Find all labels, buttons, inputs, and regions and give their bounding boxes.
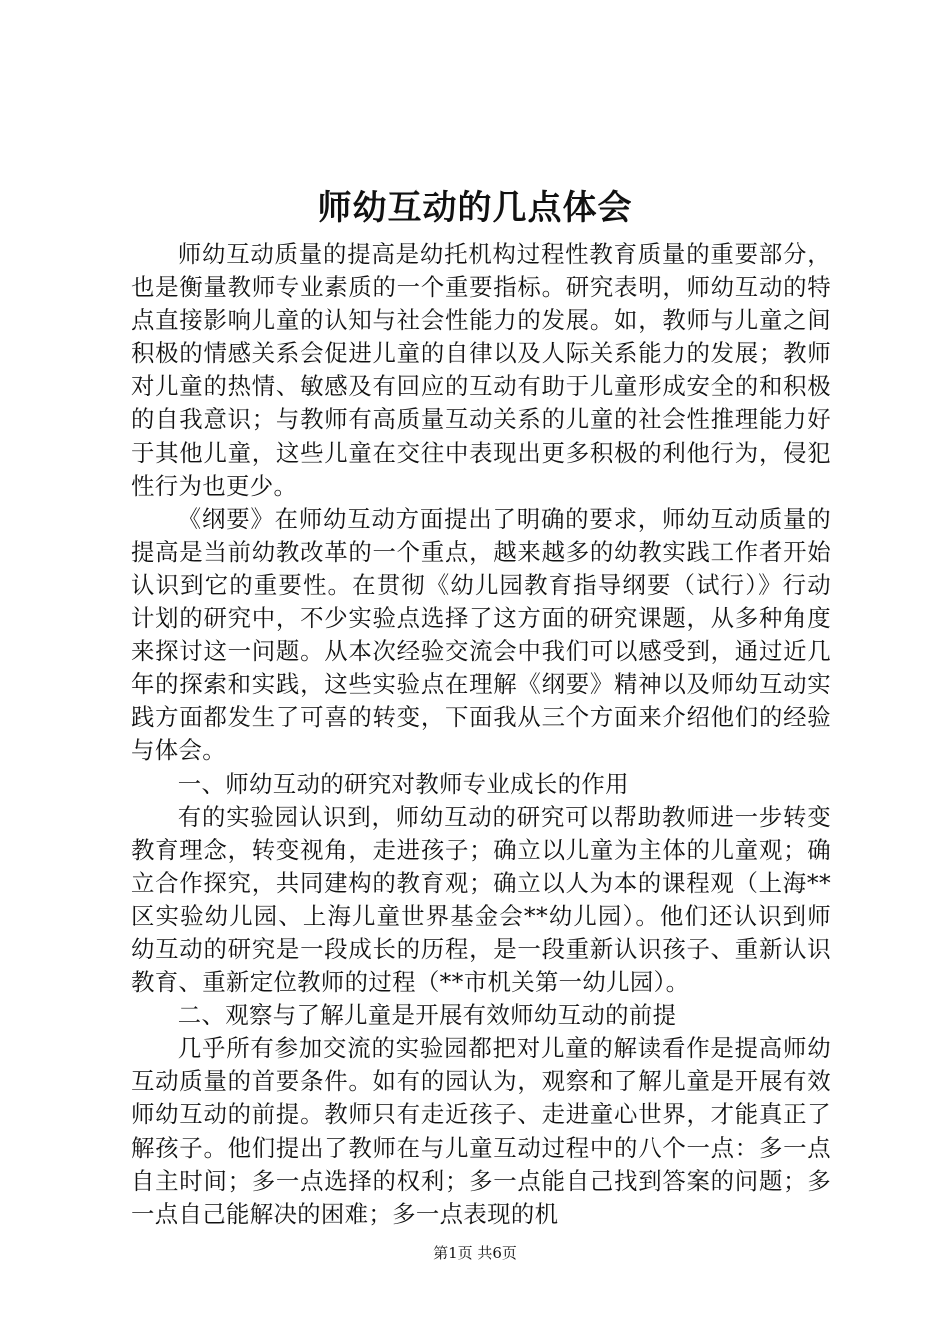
- document-title: 师幼互动的几点体会: [317, 188, 633, 228]
- paragraph: 师幼互动质量的提高是幼托机构过程性教育质量的重要部分，也是衡量教师专业素质的一个重要指标。研究表明，师幼互动的特点直接影响儿童的认知与社会性能力的发展。如，教师与儿童之间积极的情感关系会促进儿童的自律以及人际关系能力的发展；教师对儿童的热情、敏感及有回应的互动有助于儿童形成安全的和积极的自我意识；与教师有高质量互动关系的儿童的社会性推理能力好于其他儿童，这些儿童在交往中表现出更多积极的利他行为，侵犯性行为也更少。: [131, 240, 831, 500]
- page-number-footer: 第1页 共6页: [433, 1244, 517, 1262]
- paragraph: 《纲要》在师幼互动方面提出了明确的要求，师幼互动质量的提高是当前幼教改革的一个重点，越来越多的幼教实践工作者开始认识到它的重要性。在贯彻《幼儿园教育指导纲要（试行）》行动计划的研究中，不少实验点选择了这方面的研究课题，从多种角度来探讨这一问题。从本次经验交流会中我们可以感受到，通过近几年的探索和实践，这些实验点在理解《纲要》精神以及师幼互动实践方面都发生了可喜的转变，下面我从三个方面来介绍他们的经验与体会。: [131, 504, 831, 765]
- document-body: [131, 238, 831, 1231]
- section-heading: 一、师幼互动的研究对教师专业成长的作用: [177, 769, 629, 798]
- paragraph: 几乎所有参加交流的实验园都把对儿童的解读看作是提高师幼互动质量的首要条件。如有的园认为，观察和了解儿童是开展有效师幼互动的前提。教师只有走近孩子、走进童心世界，才能真正了解孩子。他们提出了教师在与儿童互动过程中的八个一点：多一点自主时间；多一点选择的权利；多一点能自己找到答案的问题；多一点自己能解决的困难；多一点表现的机: [131, 1034, 831, 1228]
- section-heading: 二、观察与了解儿童是开展有效师幼互动的前提: [177, 1001, 677, 1030]
- paragraph: 有的实验园认识到，师幼互动的研究可以帮助教师进一步转变教育理念，转变视角，走进孩子；确立以儿童为主体的儿童观；确立合作探究，共同建构的教育观；确立以人为本的课程观（上海**区实验幼儿园、上海儿童世界基金会**幼儿园）。他们还认识到师幼互动的研究是一段成长的历程，是一段重新认识孩子、重新认识教育、重新定位教师的过程（**市机关第一幼儿园）。: [131, 802, 831, 997]
